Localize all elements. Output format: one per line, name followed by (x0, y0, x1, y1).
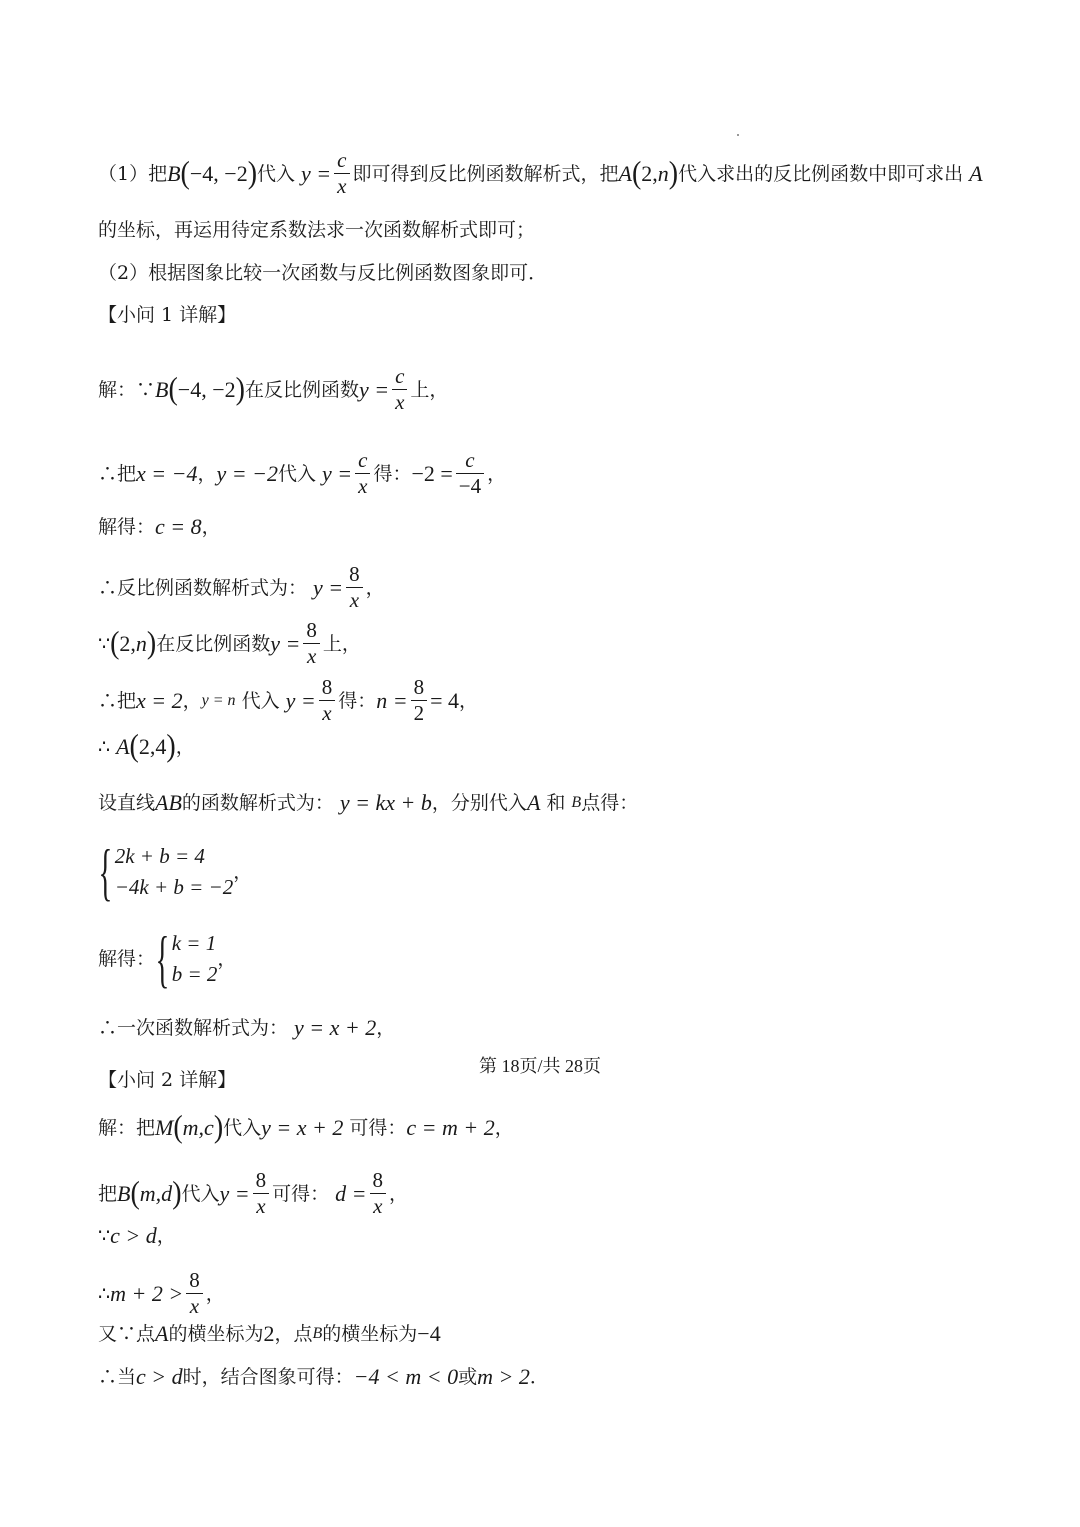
q1-line-7 (98, 728, 195, 765)
math: y = (219, 1180, 250, 1206)
math: −2 = (411, 460, 453, 486)
math: y = x + 2 (261, 1115, 344, 1140)
text: 代入 (181, 1182, 220, 1205)
text: 和 (546, 792, 566, 814)
math: B (312, 1325, 323, 1342)
math: 2, (119, 630, 136, 656)
paren: ( (168, 371, 178, 407)
text: ， (197, 462, 217, 485)
math: y = n (201, 691, 236, 709)
math: m,c (182, 1115, 214, 1140)
text: ∵ (98, 1225, 111, 1247)
math: y = (270, 630, 301, 656)
q2-line-4 (98, 1270, 225, 1317)
text: 点得： (581, 792, 639, 814)
text: ． (529, 1366, 549, 1388)
text: ， (201, 516, 221, 538)
text: 【小问 1 详解】 (98, 304, 237, 326)
math: y = (358, 376, 390, 402)
q2-line-1 (98, 1109, 514, 1146)
q2-line-5 (98, 1320, 441, 1348)
text: 代入 (241, 689, 280, 712)
text: ∴当 (98, 1366, 137, 1388)
math: m + 2 > (110, 1280, 184, 1306)
text: ， (205, 1282, 225, 1305)
text: ， (459, 689, 479, 712)
q1-system-2 (98, 925, 236, 993)
text: 代入 (223, 1117, 262, 1139)
math: n (657, 160, 669, 186)
math: n (135, 630, 147, 656)
brace: { (155, 923, 170, 994)
fraction: $\frac{8}{2}$ (411, 677, 428, 724)
text: ，分别代入 (431, 792, 527, 814)
text: 可得： (272, 1182, 330, 1205)
paren: ( (180, 155, 190, 191)
fraction: $\frac{c}{x}$ (334, 150, 349, 197)
q1-system-1 (98, 838, 252, 906)
math: y = −2 (216, 460, 278, 486)
math: −4, −2 (177, 376, 236, 402)
fraction: $\frac{8}{x}$ (186, 1270, 203, 1317)
paren: ( (631, 155, 642, 191)
math: c = m + 2 (406, 1115, 495, 1140)
text: 即可得到反比例函数解析式，把 (352, 162, 619, 185)
text: 的坐标，再运用待定系数法求一次函数解析式即可； (98, 219, 536, 241)
math: y = kx + b (339, 790, 432, 815)
math: A (969, 160, 983, 186)
q1-line-4 (98, 564, 385, 611)
text: ， (217, 948, 237, 970)
text: 代入 (257, 162, 296, 185)
fraction: $\frac{c}{-4}$ (456, 450, 484, 497)
math: c > d (136, 1364, 183, 1389)
paren: ) (668, 155, 679, 191)
speck (737, 134, 739, 136)
math: 2,4 (138, 734, 167, 759)
text: ∴一次函数解析式为： (98, 1017, 289, 1039)
text: 又∵点 (98, 1323, 156, 1345)
paren: ( (130, 1175, 140, 1211)
text: ∴ (98, 1282, 111, 1305)
math: 2, (641, 160, 658, 186)
math: A (116, 734, 130, 759)
text: 代入求出的反比例函数中即可求出 (678, 162, 964, 185)
text: （2）根据图象比较一次函数与反比例函数图象即可． (98, 262, 548, 284)
text: 上， (322, 632, 361, 655)
text: ∴ (98, 736, 111, 758)
paren: ) (247, 155, 258, 191)
text: ∴把 (98, 689, 137, 712)
fraction: $\frac{8}{x}$ (370, 1170, 387, 1217)
q1-line-5 (98, 620, 361, 667)
q2-line-6 (98, 1363, 549, 1391)
math: m,d (139, 1180, 173, 1206)
paren: ) (166, 728, 176, 765)
text: 解得： (98, 948, 156, 970)
math: c > d (110, 1223, 157, 1248)
math: 2 (263, 1321, 275, 1346)
fraction: $\frac{c}{x}$ (392, 366, 407, 413)
math: b = 2 (171, 962, 218, 986)
text: 的横坐标为 (168, 1323, 264, 1345)
q2-line-3 (98, 1222, 176, 1250)
analysis-line-2 (98, 216, 535, 244)
text: ， (494, 1117, 514, 1139)
math: d = (335, 1180, 367, 1206)
q1-line-6 (98, 677, 478, 724)
paren: ( (173, 1109, 183, 1146)
q1-line-8 (98, 789, 638, 817)
paren: ( (110, 625, 120, 661)
math: −4 < m < 0 (353, 1364, 459, 1389)
math: A (526, 790, 541, 815)
paren: ( (129, 728, 139, 765)
math: B (571, 794, 582, 811)
analysis-line-1 (98, 150, 983, 197)
text: ， (376, 1017, 396, 1039)
text: 在反比例函数 (156, 632, 271, 655)
math: x = 2 (136, 687, 183, 713)
text: ， (182, 689, 202, 712)
text: ∵ (98, 632, 111, 655)
section-header-q1 (98, 301, 236, 329)
q1-line-3 (98, 513, 221, 541)
math: B (155, 376, 169, 402)
paren: ) (146, 625, 157, 661)
text: ， (365, 576, 385, 599)
math: B (117, 1180, 131, 1206)
math: A (155, 1321, 169, 1346)
text: 【小问 2 详解】 (98, 1069, 237, 1091)
text: 解：∵ (98, 378, 156, 401)
math: AB (155, 790, 182, 815)
text: 可得： (349, 1117, 407, 1139)
text: ∴把 (98, 462, 137, 485)
q1-line-10 (98, 1014, 395, 1042)
text: 解得： (98, 516, 156, 538)
math: −4 (417, 1321, 441, 1346)
text: 把 (98, 1182, 118, 1205)
text: ， (389, 1182, 409, 1205)
text: ，点 (274, 1323, 313, 1345)
math: −4k + b = −2 (114, 875, 234, 899)
text: ， (156, 1225, 176, 1247)
text: 得： (338, 689, 377, 712)
analysis-line-3 (98, 259, 547, 287)
math: k = 1 (171, 931, 217, 955)
text: 设直线 (98, 792, 156, 814)
math: c = 8 (155, 514, 202, 539)
text: 的函数解析式为： (181, 792, 334, 814)
math: B (167, 160, 181, 186)
paren: ) (172, 1175, 182, 1211)
paren: ) (235, 371, 245, 407)
text: 得： (373, 462, 412, 485)
text: 解：把 (98, 1117, 156, 1139)
fraction: $\frac{8}{x}$ (346, 564, 363, 611)
equation-system (155, 923, 218, 994)
fraction: $\frac{8}{x}$ (253, 1170, 270, 1217)
fraction: $\frac{8}{x}$ (319, 677, 336, 724)
text: 的横坐标为 (322, 1323, 418, 1345)
fraction: $\frac{c}{x}$ (355, 450, 370, 497)
q1-line-2 (98, 450, 506, 497)
math: y = (313, 574, 344, 600)
math: −4, −2 (189, 160, 248, 186)
page-number: 第 18页/共 28页 (478, 1056, 601, 1076)
math: n = (376, 687, 408, 713)
text: ， (233, 861, 253, 883)
math: M (155, 1115, 174, 1140)
fraction: $\frac{8}{x}$ (303, 620, 320, 667)
math: A (618, 160, 632, 186)
text: 在反比例函数 (244, 378, 359, 401)
math: 2k + b = 4 (114, 844, 205, 868)
math: y = x + 2 (294, 1015, 377, 1040)
math: y = (321, 460, 353, 486)
text: 上， (410, 378, 449, 401)
text: ， (175, 736, 195, 758)
brace: { (98, 836, 113, 907)
math: = 4 (430, 687, 459, 713)
text: 时，结合图象可得： (182, 1366, 354, 1388)
text: ， (487, 462, 507, 485)
text: （1）把 (98, 162, 168, 185)
paren: ) (213, 1109, 224, 1146)
math: m > 2 (477, 1364, 530, 1389)
text: 代入 (277, 462, 316, 485)
text: ∴反比例函数解析式为： (98, 576, 308, 599)
equation-system (98, 836, 234, 907)
math: x = −4 (136, 460, 198, 486)
q2-line-2 (98, 1170, 408, 1217)
text: 或 (458, 1366, 478, 1388)
math: y = (285, 687, 316, 713)
math: y = (301, 160, 332, 186)
q1-line-1 (98, 366, 448, 413)
